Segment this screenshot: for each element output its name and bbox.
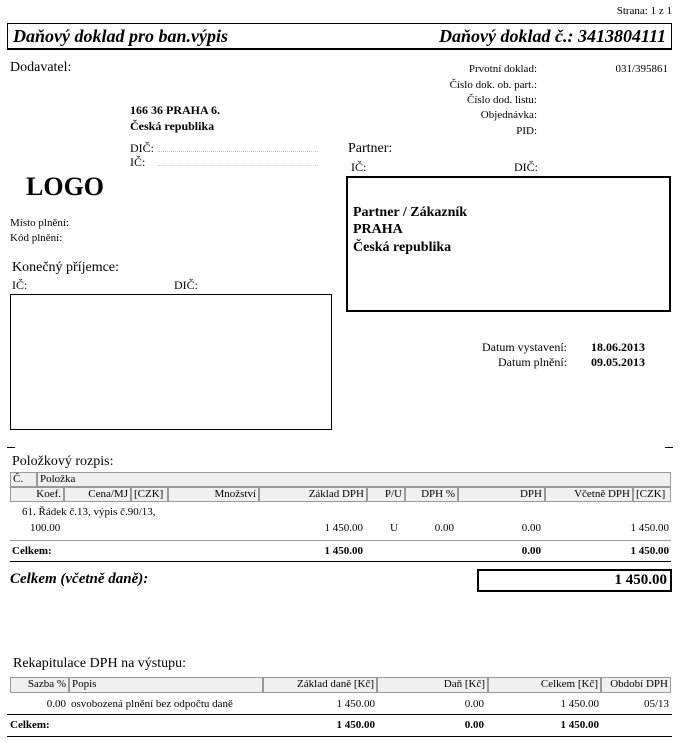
vat-col-rate: Sazba % xyxy=(10,677,69,693)
order-label: Objednávka: xyxy=(480,109,537,121)
final-recipient-ic-label: IČ: xyxy=(12,278,28,292)
vat-sum-divider xyxy=(7,714,672,715)
final-recipient-label: Konečný příjemce: xyxy=(12,260,119,275)
items-sum-base: 1 450.00 xyxy=(324,545,363,557)
grand-total-label: Celkem (včetně daně): xyxy=(10,571,149,587)
items-col-quantity: Množství xyxy=(168,487,259,502)
performance-date-value: 09.05.2013 xyxy=(591,355,645,369)
supplier-dic-label: DIČ: xyxy=(130,141,154,155)
items-sum-underline xyxy=(10,561,671,562)
items-sum-total: 1 450.00 xyxy=(630,545,669,557)
page-number: Strana: 1 z 1 xyxy=(616,5,672,17)
performance-date-label: Datum plnění: xyxy=(498,355,567,369)
items-col-item: Položka xyxy=(37,472,671,487)
item-row-pu: U xyxy=(390,522,398,534)
vat-row-desc: osvobozená plnění bez odpočtu daně xyxy=(71,698,233,710)
items-col-vat-base: Základ DPH xyxy=(259,487,367,502)
vat-sum-total: 1 450.00 xyxy=(560,719,599,731)
vat-row-base: 1 450.00 xyxy=(336,698,375,710)
partner-country: Česká republika xyxy=(353,240,452,255)
vat-col-desc: Popis xyxy=(69,677,263,693)
supplier-ic-field xyxy=(158,155,318,166)
pid-label: PID: xyxy=(516,125,537,137)
original-doc-label: Prvotní doklad: xyxy=(468,63,537,75)
partner-dic-label: DIČ: xyxy=(514,160,538,174)
vat-row-period: 05/13 xyxy=(643,698,669,710)
item-row-total: 1 450.00 xyxy=(630,522,669,534)
vat-row-tax: 0.00 xyxy=(464,698,484,710)
items-section-label: Položkový rozpis: xyxy=(12,454,114,469)
partner-ic-label: IČ: xyxy=(351,160,367,174)
items-col-incl-vat: Včetně DPH xyxy=(545,487,633,502)
fold-mark-right xyxy=(665,447,673,448)
document-number: Daňový doklad č.: 3413804111 xyxy=(439,26,666,46)
vat-sum-underline xyxy=(7,736,672,737)
supplier-address-city: 166 36 PRAHA 6. xyxy=(130,103,220,117)
vat-row-total: 1 450.00 xyxy=(560,698,599,710)
vat-sum-base: 1 450.00 xyxy=(336,719,375,731)
items-sum-divider xyxy=(10,540,671,541)
items-col-coef: Koef. xyxy=(10,487,64,502)
items-col-currency: [CZK] xyxy=(131,487,168,502)
vat-sum-tax: 0.00 xyxy=(464,719,484,731)
issue-date-value: 18.06.2013 xyxy=(591,340,645,354)
grand-total-value: 1 450.00 xyxy=(614,572,667,588)
vat-col-tax: Daň [Kč] xyxy=(377,677,488,693)
fold-mark-left xyxy=(7,447,15,448)
original-doc-value: 031/395861 xyxy=(615,63,668,75)
item-row-vat-base: 1 450.00 xyxy=(324,522,363,534)
items-col-unit-price: Cena/MJ xyxy=(64,487,131,502)
performance-code-label: Kód plnění: xyxy=(10,232,63,244)
item-row-description: 61. Řádek č.13, výpis č.90/13, xyxy=(22,506,156,518)
items-col-vat-pct: DPH % xyxy=(405,487,458,502)
company-logo: LOGO xyxy=(26,172,105,201)
final-recipient-dic-label: DIČ: xyxy=(174,278,198,292)
document-title: Daňový doklad pro ban.výpis xyxy=(13,26,228,46)
vat-row-rate: 0.00 xyxy=(46,698,66,710)
place-of-performance-label: Místo plnění: xyxy=(10,217,69,229)
items-sum-label: Celkem: xyxy=(12,545,52,557)
delivery-note-label: Číslo dod. listu: xyxy=(467,94,537,106)
item-row-vat: 0.00 xyxy=(521,522,541,534)
items-col-pu: P/U xyxy=(367,487,405,502)
vat-sum-label: Celkem: xyxy=(10,719,50,731)
issue-date-label: Datum vystavení: xyxy=(482,340,567,354)
supplier-dic-field xyxy=(158,141,318,152)
supplier-label: Dodavatel: xyxy=(10,60,72,75)
vat-col-base: Základ daně [Kč] xyxy=(263,677,377,693)
items-col-vat: DPH xyxy=(458,487,545,502)
vat-col-period: Období DPH xyxy=(601,677,671,693)
partner-label: Partner: xyxy=(348,141,393,156)
vat-col-total: Celkem [Kč] xyxy=(488,677,601,693)
partner-name: Partner / Zákazník xyxy=(353,205,468,220)
supplier-address-country: Česká republika xyxy=(130,119,215,133)
supplier-ic-label: IČ: xyxy=(130,155,146,169)
items-sum-vat: 0.00 xyxy=(521,545,541,557)
partner-city: PRAHA xyxy=(353,222,403,237)
item-row-coef: 100.00 xyxy=(30,522,61,534)
item-row-vat-pct: 0.00 xyxy=(434,522,454,534)
vat-recap-label: Rekapitulace DPH na výstupu: xyxy=(13,656,187,671)
items-col-currency-2: [CZK] xyxy=(633,487,671,502)
final-recipient-box xyxy=(10,294,332,430)
partner-doc-number-label: Číslo dok. ob. part.: xyxy=(449,79,537,91)
items-col-number: Č. xyxy=(10,472,37,487)
